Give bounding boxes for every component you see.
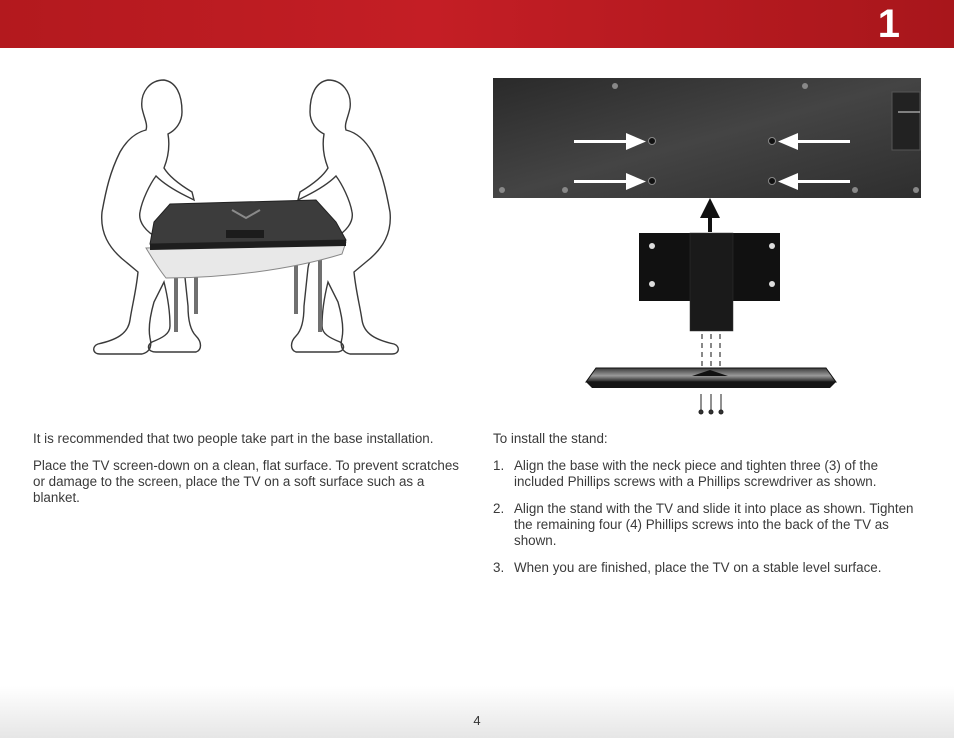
screw-hole [612,83,618,89]
mount-screw-hole [769,138,776,145]
bracket-screw-hole [769,243,775,249]
instructions-intro: To install the stand: [493,431,608,446]
phillips-screw [709,394,713,414]
step-number: 2. [493,501,505,516]
paragraph: It is recommended that two people take part in the base installation. [33,431,434,446]
mount-screw-hole [649,178,656,185]
table-leg [294,258,298,314]
stand-assembly-illustration [492,76,922,418]
page-footer [0,686,954,738]
bracket-screw-hole [649,243,655,249]
stand-neck-post [690,233,733,331]
page-number: 4 [473,713,481,728]
step-number: 3. [493,560,505,575]
installation-steps-list [493,458,925,576]
up-arrow-icon [700,198,720,232]
phillips-screw [719,394,723,414]
left-text-column [33,431,465,517]
alignment-guide-lines [702,334,720,372]
list-item [493,560,925,576]
bracket-screw-hole [769,281,775,287]
chapter-header-bar [0,0,954,48]
screw-hole [913,187,919,193]
bracket-screw-hole [649,281,655,287]
list-item [493,458,925,490]
screw-hole [802,83,808,89]
paragraph: Place the TV screen-down on a clean, flat surface. To prevent scratches or damage to the screen, place the TV on a soft surface such as a blanket. [33,458,460,505]
screw-hole [562,187,568,193]
phillips-screw [699,394,703,414]
step-text: Align the stand with the TV and slide it into place as shown. Tighten the remaining four (4) Phillips screws into the back of the TV as shown. [514,501,914,548]
tv-stand-mount [226,230,264,238]
mount-screw-hole [769,178,776,185]
step-text: Align the base with the neck piece and tighten three (3) of the included Phillips screws with a Phillips screwdriver as shown. [514,458,879,489]
mount-screw-hole [649,138,656,145]
right-text-column [493,431,925,587]
chapter-number: 1 [877,2,900,46]
tv-port-panel [892,92,920,150]
table-leg [318,254,322,332]
step-number: 1. [493,458,505,473]
two-person-installation-illustration [46,72,446,372]
screw-hole [852,187,858,193]
list-item [493,501,925,549]
screw-hole [499,187,505,193]
step-text: When you are finished, place the TV on a stable level surface. [514,560,882,575]
tv-back-panel [493,78,921,198]
